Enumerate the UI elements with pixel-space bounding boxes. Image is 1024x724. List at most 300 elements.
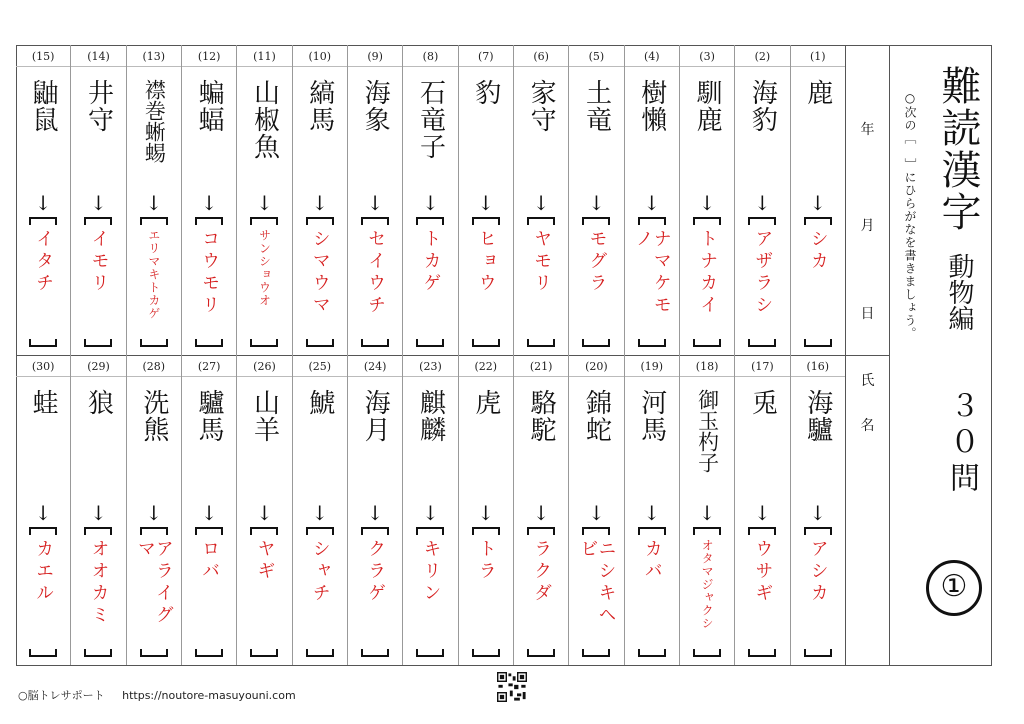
question-cell [514, 45, 569, 355]
year-label: 年 [860, 122, 875, 138]
question-cell [514, 355, 569, 665]
qr-code-icon [497, 672, 527, 702]
number-divider [459, 66, 513, 67]
question-count: ３０問 [944, 390, 979, 498]
question-cell [569, 45, 624, 355]
down-arrow-icon: ↓ [256, 191, 273, 215]
kanji-word [680, 79, 734, 133]
question-number: (3) [699, 50, 715, 63]
number-divider [680, 376, 734, 377]
answer-bracket-open [84, 217, 112, 225]
answer-text: エリマキトカゲ [146, 229, 161, 320]
number-divider [293, 66, 347, 67]
question-cell [735, 355, 790, 665]
answer-bracket-open [693, 527, 721, 535]
question-cell [293, 355, 348, 665]
number-divider [735, 376, 789, 377]
kanji-text: 豹 [470, 79, 501, 106]
number-divider [514, 66, 568, 67]
footer-url[interactable]: https://noutore-masuyouni.com [122, 689, 296, 702]
kanji-word [127, 79, 181, 163]
answer-text: オタマジャクシ [700, 539, 715, 630]
question-cell [791, 355, 846, 665]
question-cell [16, 45, 71, 355]
kanji-text: 錦蛇 [581, 389, 612, 443]
down-arrow-icon: ↓ [477, 191, 495, 215]
answer-text: コウモリ [199, 229, 221, 317]
answer-field[interactable] [459, 539, 513, 643]
answer-bracket-open [472, 217, 500, 225]
kanji-word [735, 389, 789, 416]
answer-bracket-open [361, 527, 389, 535]
kanji-text: 海驢 [802, 389, 833, 443]
answer-field[interactable] [127, 539, 181, 643]
number-divider [237, 376, 291, 377]
answer-text: クラゲ [365, 539, 387, 605]
question-number: (2) [754, 50, 771, 63]
down-arrow-icon: ↓ [588, 501, 605, 525]
kanji-text: 家守 [526, 79, 557, 133]
down-arrow-icon: ↓ [200, 191, 218, 215]
question-cell [459, 355, 514, 665]
number-divider [348, 66, 402, 67]
answer-bracket-open [29, 217, 57, 225]
kanji-word [182, 389, 236, 443]
kanji-text: 洗熊 [138, 389, 169, 443]
kanji-text: 驢馬 [194, 389, 225, 443]
answer-text: セイウチ [365, 229, 387, 317]
question-cell [403, 45, 458, 355]
question-number: (12) [197, 50, 221, 63]
answer-bracket-close [250, 339, 278, 347]
question-number: (11) [253, 50, 276, 63]
down-arrow-icon: ↓ [311, 191, 329, 215]
answer-text: ラクダ [531, 539, 553, 605]
number-divider [514, 376, 568, 377]
answer-bracket-open [140, 217, 168, 225]
number-divider [182, 66, 236, 67]
answer-bracket-close [748, 649, 776, 657]
kanji-text: 土竜 [581, 79, 612, 133]
down-arrow-icon: ↓ [532, 191, 550, 215]
answer-bracket-open [250, 527, 278, 535]
question-number: (30) [31, 360, 55, 373]
kanji-text: 駱駝 [526, 389, 557, 443]
kanji-text: 鯱 [304, 389, 335, 416]
number-divider [16, 66, 70, 67]
down-arrow-icon: ↓ [34, 501, 52, 525]
answer-field[interactable] [735, 229, 789, 333]
question-number: (24) [363, 360, 387, 373]
answer-bracket-open [582, 527, 610, 535]
question-cell [182, 45, 237, 355]
down-arrow-icon: ↓ [698, 501, 716, 525]
kanji-word [16, 389, 70, 416]
down-arrow-icon: ↓ [477, 501, 495, 525]
answer-text: アライグマ [134, 539, 174, 627]
kanji-word [348, 389, 402, 443]
question-number: (15) [31, 50, 55, 63]
down-arrow-icon: ↓ [366, 191, 384, 215]
answer-bracket-open [195, 527, 223, 535]
answer-field[interactable] [680, 539, 734, 643]
answer-bracket-open [638, 217, 666, 225]
answer-bracket-close [416, 649, 444, 657]
down-arrow-icon: ↓ [422, 501, 439, 525]
down-arrow-icon: ↓ [145, 501, 163, 525]
answer-field[interactable] [403, 539, 457, 643]
question-cell [680, 45, 735, 355]
answer-text: ヤモリ [531, 229, 553, 295]
answer-bracket-close [140, 649, 168, 657]
kanji-text: 馴鹿 [692, 79, 723, 133]
name-label-1: 氏 [860, 373, 875, 389]
number-divider [403, 376, 457, 377]
number-divider [127, 66, 181, 67]
answer-text: トナカイ [697, 229, 719, 317]
answer-field[interactable] [514, 539, 568, 643]
number-divider [237, 66, 291, 67]
number-divider [625, 66, 679, 67]
answer-field[interactable] [16, 229, 70, 333]
kanji-word [735, 79, 789, 133]
down-arrow-icon: ↓ [311, 501, 329, 525]
kanji-text: 樹懶 [636, 79, 667, 133]
kanji-word [403, 79, 457, 160]
answer-bracket-open [693, 217, 721, 225]
answer-field[interactable] [680, 229, 734, 333]
answer-field[interactable] [237, 229, 291, 333]
kanji-word [625, 389, 679, 443]
kanji-text: 蛙 [28, 389, 59, 416]
question-cell [348, 355, 403, 665]
kanji-word [569, 79, 623, 133]
question-cell [71, 355, 126, 665]
answer-bracket-open [748, 527, 776, 535]
down-arrow-icon: ↓ [754, 501, 771, 525]
answer-bracket-close [84, 649, 112, 657]
answer-text: イモリ [88, 229, 110, 295]
kanji-word [348, 79, 402, 133]
answer-field[interactable] [16, 539, 70, 643]
answer-field[interactable] [71, 229, 125, 333]
answer-field[interactable] [569, 539, 623, 643]
kanji-text: 海豹 [747, 79, 778, 133]
kanji-word [514, 389, 568, 443]
kanji-text: 鼬鼠 [28, 79, 59, 133]
answer-text: シャチ [309, 539, 331, 605]
answer-bracket-open [748, 217, 776, 225]
question-number: (6) [533, 50, 549, 63]
answer-bracket-close [140, 339, 168, 347]
question-number: (19) [640, 360, 664, 373]
kanji-text: 御玉杓子 [695, 389, 720, 473]
answer-bracket-open [582, 217, 610, 225]
kanji-word [459, 79, 513, 106]
answer-text: ヤギ [254, 539, 276, 583]
answer-field[interactable] [293, 539, 347, 643]
number-divider [293, 376, 347, 377]
kanji-text: 兎 [747, 389, 778, 416]
answer-bracket-close [195, 339, 223, 347]
answer-bracket-close [29, 649, 57, 657]
answer-bracket-open [527, 217, 555, 225]
question-number: (26) [253, 360, 276, 373]
down-arrow-icon: ↓ [754, 191, 771, 215]
down-arrow-icon: ↓ [643, 501, 661, 525]
question-cell [735, 45, 790, 355]
kanji-text: 麒麟 [415, 389, 446, 443]
answer-bracket-open [472, 527, 500, 535]
question-number: (7) [477, 50, 494, 63]
question-number: (18) [695, 360, 719, 373]
kanji-word [127, 389, 181, 443]
down-arrow-icon: ↓ [34, 191, 52, 215]
date-name-column [846, 45, 890, 666]
kanji-text: 山羊 [249, 389, 280, 443]
kanji-word [237, 79, 291, 160]
answer-bracket-close [250, 649, 278, 657]
answer-bracket-close [804, 339, 832, 347]
answer-bracket-open [306, 217, 334, 225]
number-divider [403, 66, 457, 67]
answer-text: トカゲ [420, 229, 442, 295]
answer-bracket-open [195, 217, 223, 225]
number-divider [16, 376, 70, 377]
kanji-word [16, 79, 70, 133]
answer-bracket-close [582, 339, 610, 347]
kanji-text: 海象 [360, 79, 391, 133]
answer-bracket-open [416, 217, 444, 225]
question-number: (27) [197, 360, 221, 373]
answer-text: オオカミ [88, 539, 110, 627]
answer-bracket-close [582, 649, 610, 657]
down-arrow-icon: ↓ [200, 501, 218, 525]
question-number: (5) [588, 50, 605, 63]
number-divider [71, 66, 125, 67]
answer-bracket-open [84, 527, 112, 535]
kanji-text: 鹿 [802, 79, 833, 106]
question-cell [237, 45, 292, 355]
answer-field[interactable] [348, 229, 402, 333]
number-divider [182, 376, 236, 377]
answer-bracket-close [361, 649, 389, 657]
number-divider [791, 376, 845, 377]
answer-text: ヒョウ [475, 229, 497, 295]
number-divider [791, 66, 845, 67]
question-number: (25) [308, 360, 332, 373]
kanji-word [569, 389, 623, 443]
sheet-number: ① [926, 560, 982, 616]
answer-field[interactable] [293, 229, 347, 333]
answer-field[interactable] [182, 539, 236, 643]
kanji-word [293, 389, 347, 416]
number-divider [735, 66, 789, 67]
question-number: (21) [529, 360, 553, 373]
down-arrow-icon: ↓ [588, 191, 605, 215]
answer-bracket-open [638, 527, 666, 535]
question-number: (10) [308, 50, 332, 63]
answer-bracket-open [250, 217, 278, 225]
question-number: (23) [419, 360, 442, 373]
kanji-text: 狼 [83, 389, 114, 416]
answer-field[interactable] [71, 539, 125, 643]
kanji-text: 縞馬 [304, 79, 335, 133]
answer-text: カエル [33, 539, 55, 605]
title-column [890, 45, 992, 666]
answer-bracket-open [804, 527, 832, 535]
down-arrow-icon: ↓ [366, 501, 384, 525]
number-divider [680, 66, 734, 67]
answer-text: ニシキヘビ [577, 539, 617, 627]
down-arrow-icon: ↓ [643, 191, 661, 215]
answer-bracket-close [638, 339, 666, 347]
question-cell [293, 45, 348, 355]
answer-bracket-close [416, 339, 444, 347]
kanji-word [182, 79, 236, 133]
answer-field[interactable] [514, 229, 568, 333]
answer-text: トラ [475, 539, 497, 583]
number-divider [127, 376, 181, 377]
kanji-word [71, 389, 125, 416]
down-arrow-icon: ↓ [90, 191, 107, 215]
down-arrow-icon: ↓ [532, 501, 550, 525]
answer-field[interactable] [569, 229, 623, 333]
question-cell [569, 355, 624, 665]
answer-text: モグラ [586, 229, 608, 295]
answer-bracket-close [693, 339, 721, 347]
answer-field[interactable] [348, 539, 402, 643]
answer-bracket-close [361, 339, 389, 347]
kanji-text: 蝙蝠 [194, 79, 225, 133]
answer-text: サンショウオ [257, 229, 272, 307]
answer-field[interactable] [182, 229, 236, 333]
name-label-2: 名 [860, 418, 875, 434]
down-arrow-icon: ↓ [145, 191, 163, 215]
kanji-word [459, 389, 513, 416]
answer-field[interactable] [625, 229, 679, 333]
question-cell [625, 355, 680, 665]
kanji-text: 井守 [83, 79, 114, 133]
kanji-word [403, 389, 457, 443]
answer-bracket-close [472, 339, 500, 347]
day-label: 日 [860, 306, 875, 322]
answer-bracket-open [29, 527, 57, 535]
answer-bracket-close [84, 339, 112, 347]
question-grid [16, 45, 846, 666]
answer-text: キリン [420, 539, 442, 605]
answer-text: アシカ [807, 539, 829, 605]
kanji-word [237, 389, 291, 443]
answer-bracket-close [748, 339, 776, 347]
number-divider [625, 376, 679, 377]
question-cell [237, 355, 292, 665]
kanji-word [791, 389, 845, 443]
answer-field[interactable] [237, 539, 291, 643]
footer-brand: ○脳トレサポート [18, 689, 105, 702]
date-divider [846, 355, 889, 356]
answer-field[interactable] [127, 229, 181, 333]
question-number: (1) [809, 50, 826, 63]
down-arrow-icon: ↓ [809, 501, 827, 525]
question-number: (16) [806, 360, 830, 373]
question-number: (4) [643, 50, 660, 63]
question-row-2 [16, 355, 846, 665]
down-arrow-icon: ↓ [90, 501, 107, 525]
footer [18, 687, 310, 703]
answer-field[interactable] [791, 539, 845, 643]
answer-bracket-close [306, 649, 334, 657]
question-number: (17) [751, 360, 774, 373]
kanji-text: 海月 [360, 389, 391, 443]
kanji-text: 山椒魚 [249, 79, 280, 160]
number-divider [569, 376, 623, 377]
answer-bracket-open [416, 527, 444, 535]
answer-bracket-open [527, 527, 555, 535]
answer-bracket-close [804, 649, 832, 657]
kanji-word [625, 79, 679, 133]
question-number: (22) [474, 360, 498, 373]
kanji-word [680, 389, 734, 473]
down-arrow-icon: ↓ [256, 501, 273, 525]
kanji-word [71, 79, 125, 133]
answer-bracket-open [140, 527, 168, 535]
kanji-word [514, 79, 568, 133]
answer-bracket-open [804, 217, 832, 225]
answer-bracket-close [638, 649, 666, 657]
question-row-1 [16, 45, 846, 356]
question-cell [625, 45, 680, 355]
instruction-text: ○次の［ ］にひらがなを書きましょう。 [903, 91, 917, 340]
answer-text: アザラシ [752, 229, 774, 317]
answer-field[interactable] [625, 539, 679, 643]
answer-bracket-open [306, 527, 334, 535]
answer-text: ウサギ [752, 539, 774, 605]
answer-bracket-close [472, 649, 500, 657]
question-number: (14) [87, 50, 110, 63]
kanji-text: 襟巻蜥蜴 [142, 79, 167, 163]
answer-field[interactable] [459, 229, 513, 333]
answer-field[interactable] [735, 539, 789, 643]
answer-text: カバ [641, 539, 663, 583]
question-cell [71, 45, 126, 355]
number-divider [569, 66, 623, 67]
question-number: (29) [87, 360, 110, 373]
kanji-text: 河馬 [636, 389, 667, 443]
answer-field[interactable] [791, 229, 845, 333]
question-cell [182, 355, 237, 665]
question-number: (28) [142, 360, 166, 373]
answer-field[interactable] [403, 229, 457, 333]
question-cell [16, 355, 71, 665]
answer-bracket-close [195, 649, 223, 657]
question-cell [680, 355, 735, 665]
down-arrow-icon: ↓ [698, 191, 716, 215]
number-divider [71, 376, 125, 377]
answer-text: シマウマ [309, 229, 331, 317]
kanji-word [293, 79, 347, 133]
kanji-text: 虎 [470, 389, 501, 416]
down-arrow-icon: ↓ [809, 191, 827, 215]
question-number: (8) [422, 50, 439, 63]
number-divider [459, 376, 513, 377]
question-number: (20) [585, 360, 608, 373]
question-cell [348, 45, 403, 355]
answer-bracket-open [361, 217, 389, 225]
answer-text: ナマケモノ [632, 229, 672, 317]
answer-bracket-close [527, 339, 555, 347]
answer-text: ロバ [199, 539, 221, 583]
